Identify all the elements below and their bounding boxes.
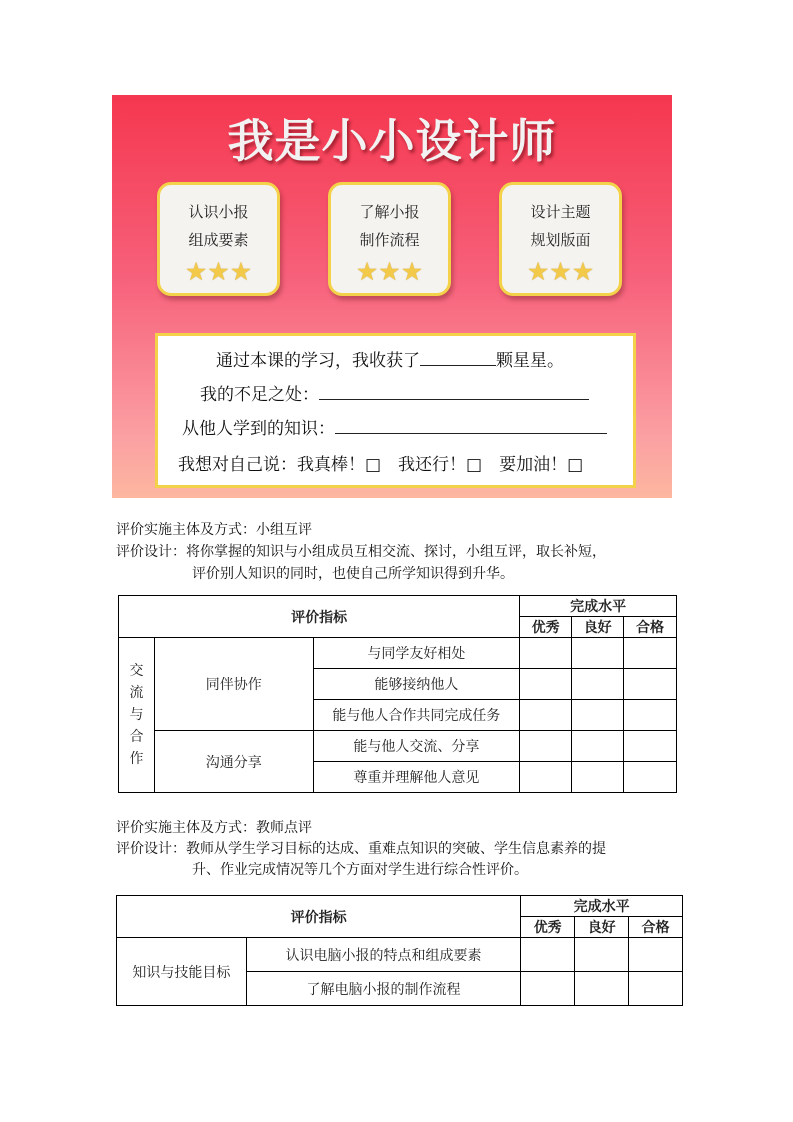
- item-cell: 认识电脑小报的特点和组成要素: [246, 938, 520, 972]
- gain-blank: [420, 349, 496, 366]
- section1-subject: 评价实施主体及方式：小组互评: [116, 522, 312, 538]
- category-cell: [119, 638, 155, 793]
- peer-evaluation-table: [118, 595, 677, 793]
- card-line2: 制作流程: [359, 231, 420, 249]
- gain-line: [216, 346, 564, 371]
- score-cell[interactable]: [520, 700, 572, 731]
- gain-suffix: 颗星星。: [496, 351, 564, 371]
- score-cell[interactable]: [520, 669, 572, 700]
- score-cell[interactable]: [572, 762, 624, 793]
- level-header: 完成水平: [520, 596, 677, 617]
- card-line1: 认识小报: [188, 203, 249, 221]
- indicator-header: 评价指标: [119, 596, 520, 638]
- learned-label: 从他人学到的知识：: [182, 419, 335, 439]
- card-design-layout: [499, 182, 622, 296]
- item-cell: 能够接纳他人: [313, 669, 520, 700]
- score-cell[interactable]: [624, 762, 677, 793]
- section1-design-line2: 评价别人知识的同时，也使自己所学知识得到升华。: [192, 566, 514, 582]
- star-icon: ★★★: [355, 257, 424, 286]
- card-line1: 设计主题: [530, 203, 591, 221]
- score-cell[interactable]: [572, 669, 624, 700]
- gain-prefix: 通过本课的学习，我收获了: [216, 351, 420, 371]
- item-cell: 能与他人合作共同完成任务: [313, 700, 520, 731]
- banner-image: [112, 95, 672, 498]
- star-icon: ★★★: [526, 257, 595, 286]
- score-cell[interactable]: [572, 638, 624, 669]
- score-cell[interactable]: [624, 669, 677, 700]
- item-cell: 能与他人交流、分享: [313, 731, 520, 762]
- score-cell[interactable]: [629, 972, 683, 1006]
- teacher-evaluation-table: [116, 895, 683, 1006]
- score-cell[interactable]: [572, 731, 624, 762]
- level-good: 良好: [575, 917, 629, 938]
- score-cell[interactable]: [520, 762, 572, 793]
- card-know-elements: [157, 182, 280, 296]
- score-cell[interactable]: [575, 972, 629, 1006]
- level-excellent: 优秀: [521, 917, 575, 938]
- learned-blank: [335, 417, 607, 434]
- score-cell[interactable]: [629, 938, 683, 972]
- section2-design-line2: 升、作业完成情况等几个方面对学生进行综合性评价。: [192, 862, 528, 878]
- section1-design-line1: 评价设计：将你掌握的知识与小组成员互相交流、探讨，小组互评，取长补短，: [116, 544, 606, 560]
- score-cell[interactable]: [572, 700, 624, 731]
- card-make-process: [328, 182, 451, 296]
- score-cell[interactable]: [624, 638, 677, 669]
- group-name: 沟通分享: [154, 731, 313, 793]
- score-cell[interactable]: [521, 972, 575, 1006]
- star-icon: ★★★: [184, 257, 253, 286]
- item-cell: 与同学友好相处: [313, 638, 520, 669]
- score-cell[interactable]: [521, 938, 575, 972]
- indicator-header: 评价指标: [117, 896, 521, 938]
- banner-title: 我是小小设计师: [227, 114, 557, 168]
- score-cell[interactable]: [624, 700, 677, 731]
- shortcoming-label: 我的不足之处：: [200, 385, 319, 405]
- category-char: 合: [129, 729, 144, 745]
- self-summary-box: [155, 333, 636, 488]
- score-cell[interactable]: [520, 731, 572, 762]
- category-char: 与: [129, 707, 144, 723]
- score-cell[interactable]: [575, 938, 629, 972]
- item-cell: 尊重并理解他人意见: [313, 762, 520, 793]
- level-pass: 合格: [629, 917, 683, 938]
- shortcoming-blank: [319, 383, 589, 400]
- group-name: 同伴协作: [154, 638, 313, 731]
- card-line2: 组成要素: [188, 231, 249, 249]
- shortcoming-line: [200, 380, 589, 405]
- score-cell[interactable]: [624, 731, 677, 762]
- say-to-self-line: 我想对自己说：我真棒！□ 我还行！□ 要加油！□: [178, 455, 584, 475]
- section2-subject: 评价实施主体及方式：教师点评: [116, 820, 312, 836]
- card-line2: 规划版面: [530, 231, 591, 249]
- score-cell[interactable]: [520, 638, 572, 669]
- level-pass: 合格: [624, 617, 677, 638]
- level-excellent: 优秀: [520, 617, 572, 638]
- category-char: 交: [129, 663, 144, 679]
- card-line1: 了解小报: [359, 203, 420, 221]
- section2-design-line1: 评价设计：教师从学生学习目标的达成、重难点知识的突破、学生信息素养的提: [116, 841, 606, 857]
- group-name: 知识与技能目标: [117, 938, 247, 1006]
- category-char: 流: [129, 685, 144, 701]
- level-header: 完成水平: [521, 896, 683, 917]
- level-good: 良好: [572, 617, 624, 638]
- learned-line: [182, 414, 607, 439]
- item-cell: 了解电脑小报的制作流程: [246, 972, 520, 1006]
- category-char: 作: [129, 751, 144, 767]
